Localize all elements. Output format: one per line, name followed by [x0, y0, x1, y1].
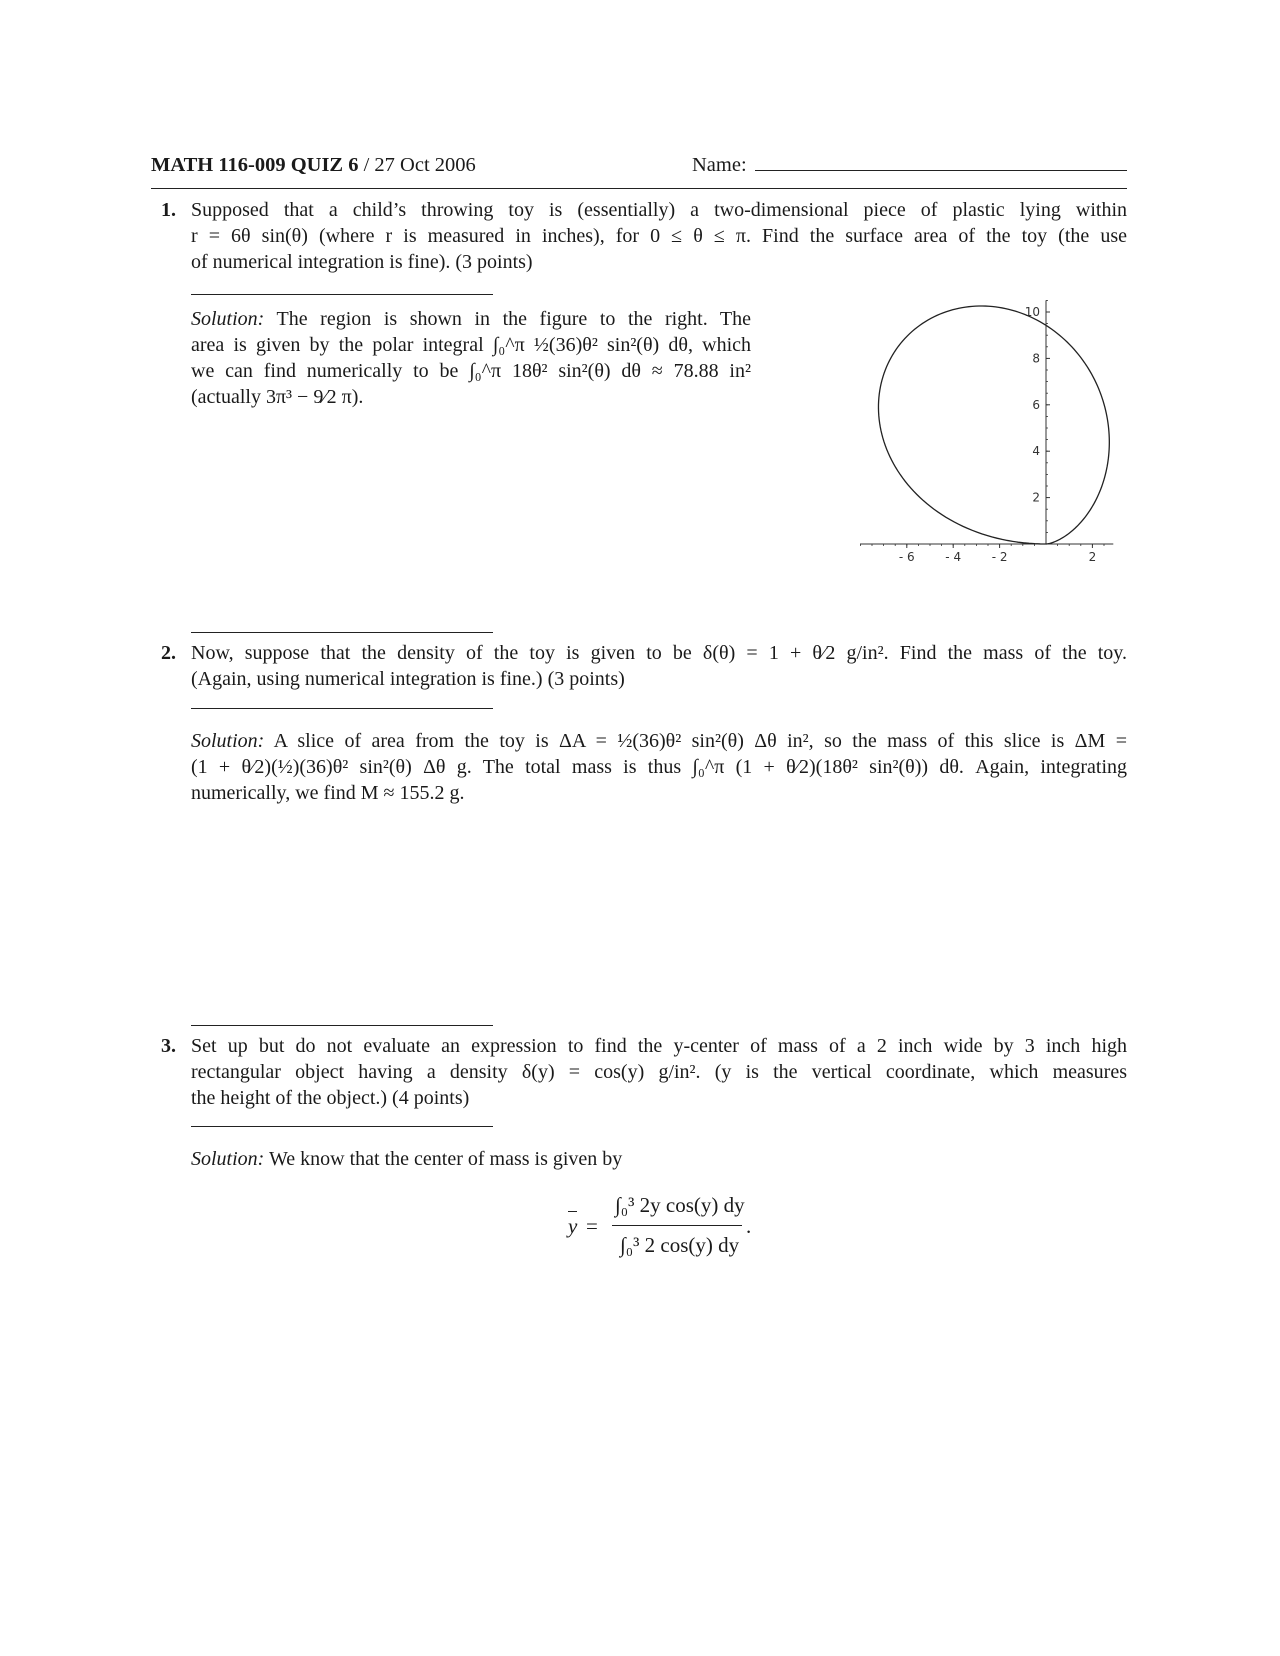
formula-numerator: ∫₀³ 2y cos(y) dy: [615, 1193, 745, 1217]
y-tick-label: 2: [1032, 490, 1040, 505]
solution-label: Solution:: [191, 1148, 265, 1170]
y-tick-label: 6: [1032, 397, 1040, 412]
question-text-line: rectangular object having a density δ(y) = cos(y) g/in². (y is the vertical coordinate, which measures: [191, 1061, 1127, 1083]
question-text-line: Set up but do not evaluate an expression to find the y-center of mass of a 2 inch wide by 3 inch high: [191, 1035, 1127, 1057]
solution-label: Solution:: [191, 730, 265, 752]
question-number: 3.: [161, 1035, 176, 1057]
equals-sign: =: [586, 1214, 598, 1238]
polar-curve: [878, 306, 1109, 544]
x-tick-label: - 6: [898, 550, 915, 564]
answer-rule: [191, 1126, 493, 1127]
formula-period: .: [746, 1214, 752, 1238]
solution-text: The region is shown in the figure to the right. The: [276, 308, 751, 330]
y-tick-label: 8: [1032, 351, 1040, 366]
name-field-line[interactable]: [755, 170, 1127, 171]
quiz-date: / 27 Oct 2006: [363, 154, 476, 176]
x-tick-label: 2: [1088, 550, 1097, 564]
question-number: 1.: [161, 199, 176, 221]
answer-rule: [191, 708, 493, 709]
solution-3: [191, 1146, 891, 1172]
course-title: MATH 116-009 QUIZ 6: [151, 154, 359, 176]
solution-text: we can find numerically to be ∫₀^π 18θ² sin²(θ) dθ ≈ 78.88 in²: [191, 360, 751, 382]
question-number: 2.: [161, 642, 176, 664]
solution-text: numerically, we find M ≈ 155.2 g.: [191, 782, 465, 804]
solution-2: [191, 728, 1127, 806]
answer-rule: [191, 294, 493, 295]
polar-curve-plot: [860, 286, 1130, 566]
question-text-line: (Again, using numerical integration is fine.) (3 points): [191, 668, 625, 690]
y-tick-label: 4: [1032, 444, 1040, 459]
fraction-bar: [612, 1225, 742, 1226]
solution-label: Solution:: [191, 308, 265, 330]
x-tick-label: - 2: [991, 550, 1008, 564]
solution-text: We know that the center of mass is given by: [268, 1148, 623, 1170]
answer-rule: [191, 1025, 493, 1026]
solution-text: area is given by the polar integral ∫₀^π ½(36)θ² sin²(θ) dθ, which: [191, 334, 751, 356]
solution-text: (actually 3π³ − 9⁄2 π).: [191, 386, 364, 408]
solution-text: A slice of area from the toy is ΔA = ½(36)θ² sin²(θ) Δθ in², so the mass of this slice is ΔM =: [273, 730, 1127, 752]
y-tick-label: 10: [1024, 305, 1040, 319]
answer-rule: [191, 632, 493, 633]
formula-lhs: y: [568, 1214, 578, 1238]
x-tick-label: - 4: [945, 550, 962, 564]
question-text-line: r = 6θ sin(θ) (where r is measured in inches), for 0 ≤ θ ≤ π. Find the surface area of the toy (the use: [191, 225, 1127, 247]
quiz-title: [151, 152, 476, 178]
question-text-line: of numerical integration is fine). (3 points): [191, 251, 533, 273]
formula-denominator: ∫₀³ 2 cos(y) dy: [620, 1233, 740, 1257]
center-of-mass-formula: [560, 1192, 780, 1262]
name-label: Name:: [692, 154, 747, 176]
header-divider: [151, 188, 1127, 189]
question-text-line: the height of the object.) (4 points): [191, 1087, 470, 1109]
question-2: [161, 640, 1127, 692]
question-text-line: Supposed that a child’s throwing toy is (essentially) a two-dimensional piece of plastic lying within: [191, 199, 1127, 221]
solution-1: [191, 306, 751, 410]
solution-text: (1 + θ⁄2)(½)(36)θ² sin²(θ) Δθ g. The total mass is thus ∫₀^π (1 + θ⁄2)(18θ² sin²(θ)) dθ. Again, integrating: [191, 756, 1127, 778]
question-1: [161, 197, 1127, 275]
question-3: [161, 1033, 1127, 1111]
question-text-line: Now, suppose that the density of the toy is given to be δ(θ) = 1 + θ⁄2 g/in². Find the mass of the toy.: [191, 642, 1127, 664]
